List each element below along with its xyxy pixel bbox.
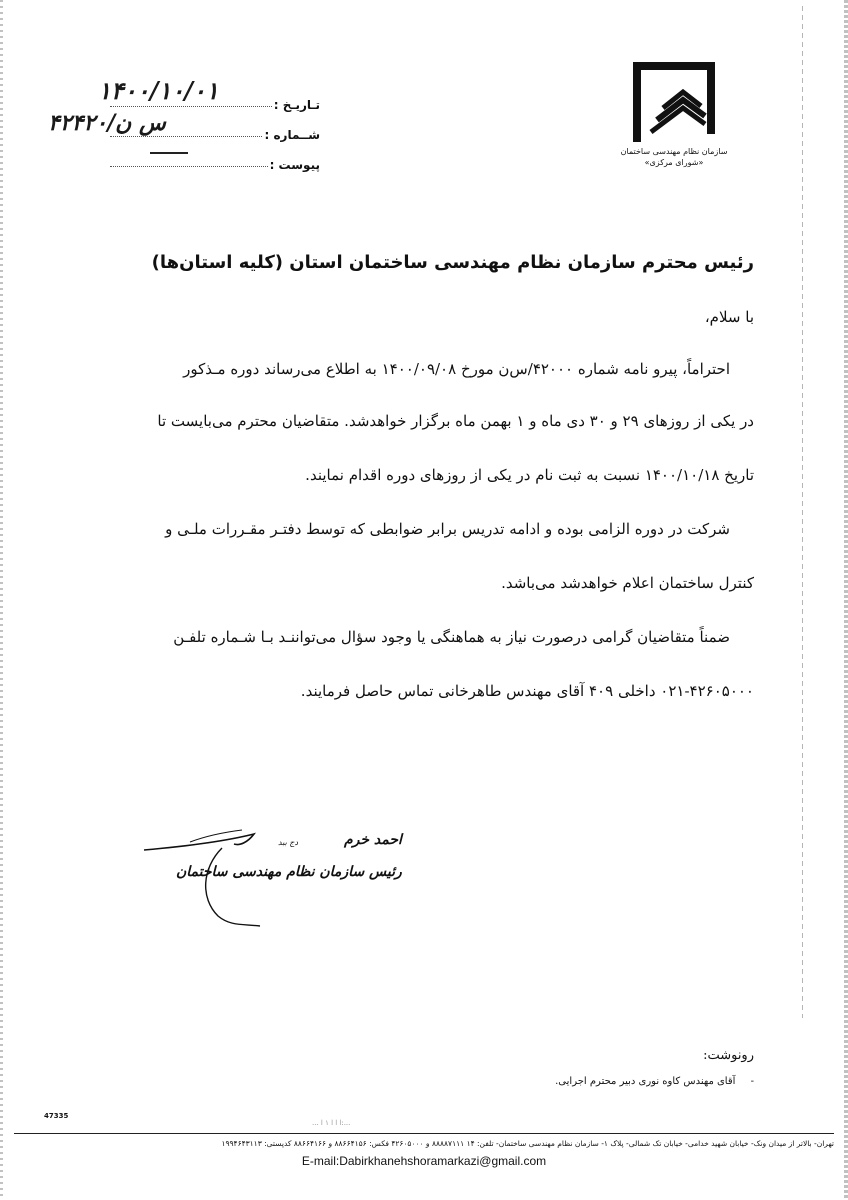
date-label: تـاریـخ : xyxy=(273,98,320,112)
date-row xyxy=(98,76,320,112)
org-emblem-icon xyxy=(631,60,717,146)
body-line: احتراماً، پیرو نامه شماره ۴۲۰۰۰/س‌ن مورخ ۱۴۰۰/۰۹/۰۸ به اطلاع می‌رساند دوره مـذکور xyxy=(183,360,730,378)
body-line: تاریخ ۱۴۰۰/۱۰/۱۸ نسبت به ثبت نام در یکی از روزهای دوره اقدام نمایند. xyxy=(305,466,754,484)
body-line: ۰۲۱-۴۲۶۰۵۰۰۰ داخلی ۴۰۹ آقای مهندس طاهرخانی تماس حاصل فرمایند. xyxy=(300,682,754,700)
attachment-label: پیوست : xyxy=(269,158,320,172)
cc-dash: - xyxy=(750,1076,754,1087)
number-value: ۴۲۴۲۰/س ن xyxy=(48,110,166,136)
cc-item-text: آقای مهندس کاوه نوری دبیر محترم اجرایی. xyxy=(555,1076,736,1087)
signer-title: رئیس سازمان نظام مهندسی ساختمان xyxy=(176,864,402,880)
signer-name: احمد خرم xyxy=(344,832,402,848)
body-line: شرکت در دوره الزامی بوده و ادامه تدریس برابر ضوابطی که توسط دفتـر مقـررات ملـی و xyxy=(165,520,730,538)
signature-block xyxy=(130,820,430,940)
org-name: سازمان نظام مهندسی ساختمان xyxy=(620,147,728,156)
letter-meta xyxy=(48,76,320,172)
body-line: در یکی از روزهای ۲۹ و ۳۰ دی ماه و ۱ بهمن ماه برگزار خواهدشد. متقاضیان محترم می‌بایست تا xyxy=(157,412,754,430)
footer-email: E-mail:Dabirkhanehshoramarkazi@gmail.com xyxy=(301,1154,547,1168)
body-line: ضمناً متقاضیان گرامی درصورت نیاز به هماهنگی یا وجود سؤال می‌تواننـد بـا شـماره تلفـن xyxy=(173,628,730,646)
date-value: ۱۴۰۰/۱۰/۰۱ xyxy=(98,76,219,105)
org-subtitle: «شورای مرکزی» xyxy=(644,158,704,167)
greeting: با سلام، xyxy=(704,308,754,326)
footer-divider xyxy=(14,1133,834,1134)
attachment-mark xyxy=(150,152,188,154)
footer-address: تهران- بالاتر از میدان ونک- خیابان شهید خدامی- خیابان تک شمالی- پلاک ۱- سازمان نظام مهندسی ساختمان- تلفن: ۱۴ ۸۸۸۸۷۱۱۱ و ۴۲۶۰۵۰۰۰ فکس: ۸۸۶۶۴۱۵۶ و ۸۸۶۶۴۱۶۶ کدپستی: ۱۹۹۴۶۴۳۱۱۳ xyxy=(221,1139,834,1148)
margin-rule xyxy=(802,6,803,1018)
dotted-line xyxy=(110,105,272,107)
doc-code: 47335 xyxy=(44,1112,69,1120)
faint-stamp-text: ...:ا ا ا ١ ا ... xyxy=(312,1119,351,1127)
org-logo xyxy=(618,60,730,190)
signature-note: دج ببد xyxy=(278,838,299,847)
attachment-row xyxy=(110,142,320,172)
addressee: رئیس محترم سازمان نظام مهندسی ساختمان استان (کلیه استان‌ها) xyxy=(151,252,754,273)
number-row xyxy=(48,110,320,142)
number-label: شــماره : xyxy=(264,128,320,142)
scan-edge-left xyxy=(0,0,3,1200)
dotted-line xyxy=(110,165,268,167)
cc-item xyxy=(555,1076,754,1087)
body-line: کنترل ساختمان اعلام خواهدشد می‌باشد. xyxy=(501,574,754,592)
cc-title: رونوشت: xyxy=(703,1048,754,1063)
scan-edge-right xyxy=(844,0,848,1200)
